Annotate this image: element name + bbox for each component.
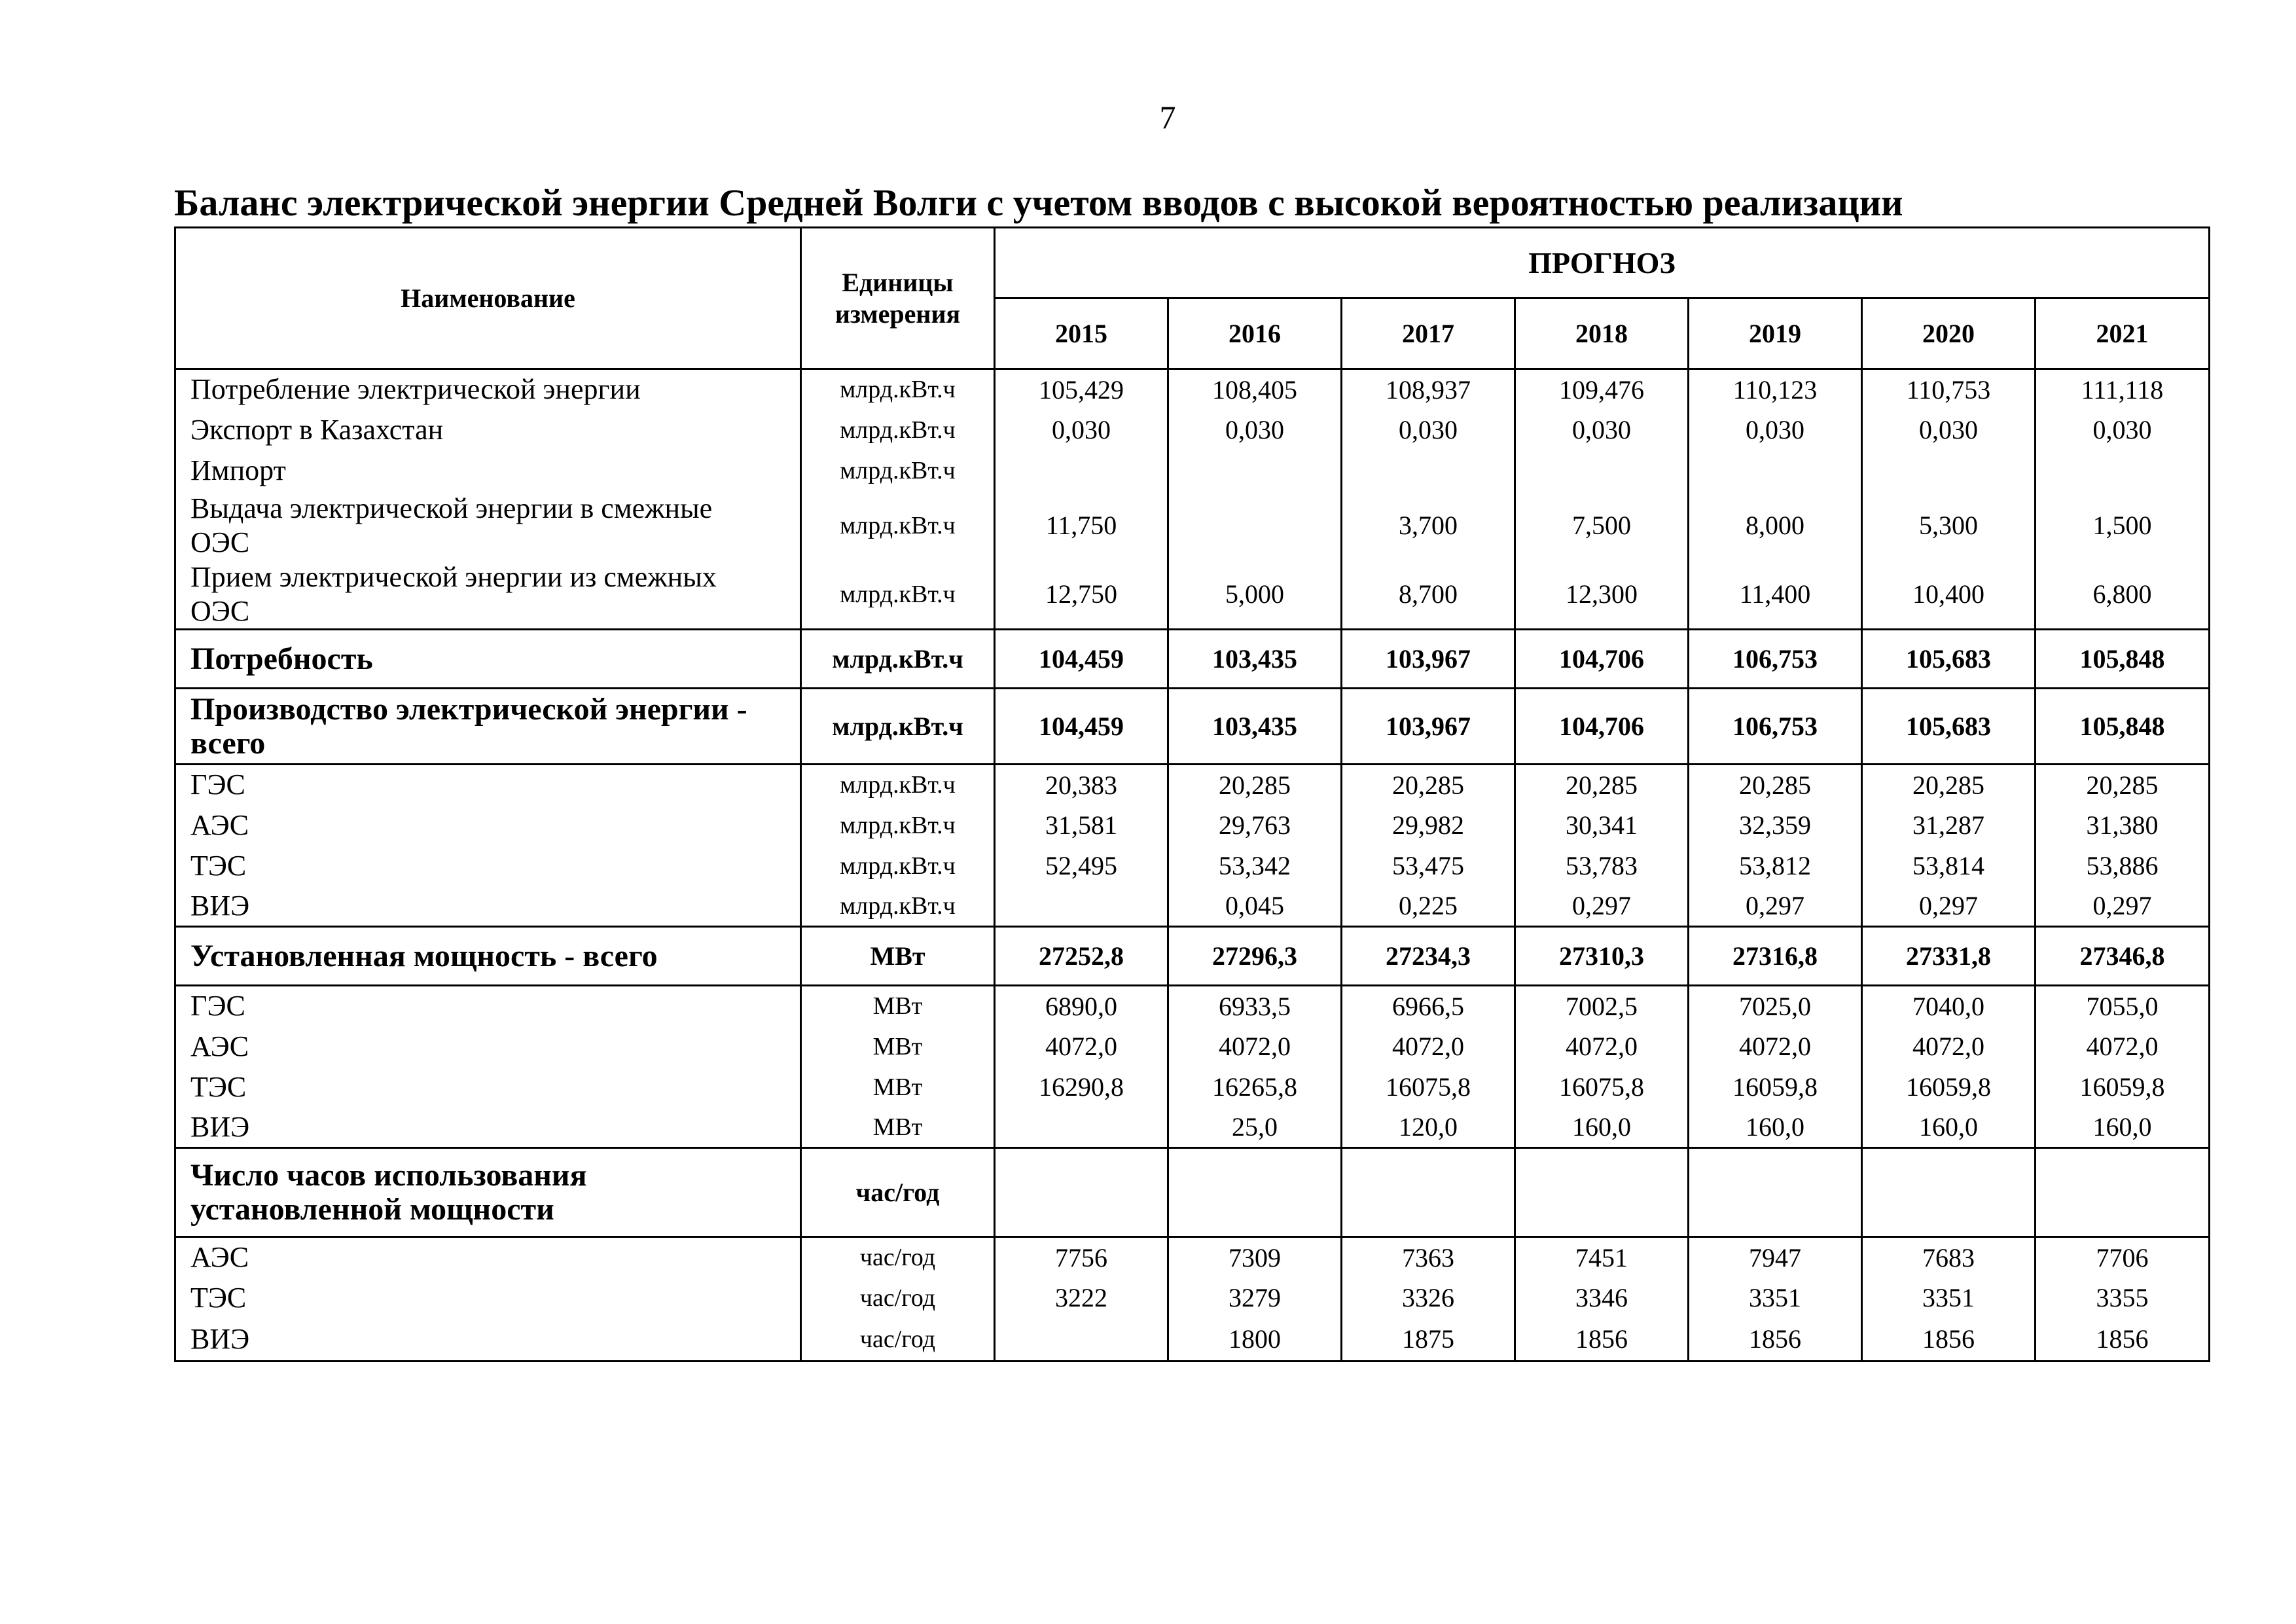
row-name: ВИЭ bbox=[190, 889, 250, 922]
value-cell: 30,341 bbox=[1515, 805, 1689, 846]
row-name: ТЭС bbox=[190, 1281, 247, 1314]
value-cell: 8,700 bbox=[1342, 560, 1515, 630]
value-cell bbox=[1342, 1148, 1515, 1237]
value-cell: 1,500 bbox=[2036, 491, 2210, 560]
value-cell: 3,700 bbox=[1342, 491, 1515, 560]
value-cell: 103,435 bbox=[1168, 689, 1342, 765]
value-cell: 11,750 bbox=[995, 491, 1168, 560]
row-unit: млрд.кВт.ч bbox=[801, 805, 995, 846]
value-cell: 105,848 bbox=[2036, 630, 2210, 689]
value-cell: 1800 bbox=[1168, 1318, 1342, 1362]
value-cell: 7947 bbox=[1689, 1237, 1862, 1278]
row-unit: млрд.кВт.ч bbox=[801, 560, 995, 630]
table-header-row bbox=[175, 228, 2210, 298]
value-cell: 110,123 bbox=[1689, 369, 1862, 410]
value-cell: 4072,0 bbox=[2036, 1026, 2210, 1067]
table-row bbox=[175, 369, 2210, 410]
row-name-line: Производство электрической энергии - bbox=[190, 691, 747, 727]
row-name: Потребность bbox=[190, 641, 373, 676]
value-cell: 104,459 bbox=[995, 630, 1168, 689]
header-unit-line2: измерения bbox=[834, 298, 961, 329]
value-cell bbox=[995, 1108, 1168, 1148]
value-cell: 12,300 bbox=[1515, 560, 1689, 630]
value-cell: 52,495 bbox=[995, 846, 1168, 886]
value-cell: 29,982 bbox=[1342, 805, 1515, 846]
table-row bbox=[175, 560, 2210, 630]
row-unit: час/год bbox=[801, 1148, 995, 1237]
value-cell: 1856 bbox=[1515, 1318, 1689, 1362]
row-name-cell bbox=[175, 986, 801, 1026]
value-cell: 7025,0 bbox=[1689, 986, 1862, 1026]
row-name: АЭС bbox=[190, 1241, 249, 1274]
value-cell: 111,118 bbox=[2036, 369, 2210, 410]
header-year: 2017 bbox=[1342, 298, 1515, 369]
value-cell: 0,030 bbox=[1168, 410, 1342, 450]
value-cell: 3351 bbox=[1689, 1278, 1862, 1318]
value-cell: 20,383 bbox=[995, 765, 1168, 805]
value-cell bbox=[2036, 450, 2210, 491]
header-year: 2020 bbox=[1862, 298, 2036, 369]
value-cell: 6933,5 bbox=[1168, 986, 1342, 1026]
row-name-cell bbox=[175, 491, 801, 560]
table-row bbox=[175, 1067, 2210, 1108]
value-cell: 16075,8 bbox=[1515, 1067, 1689, 1108]
value-cell: 16265,8 bbox=[1168, 1067, 1342, 1108]
value-cell: 105,683 bbox=[1862, 630, 2036, 689]
value-cell bbox=[1515, 450, 1689, 491]
value-cell: 16059,8 bbox=[1689, 1067, 1862, 1108]
header-unit bbox=[801, 228, 995, 369]
value-cell: 0,297 bbox=[1689, 886, 1862, 927]
value-cell: 104,459 bbox=[995, 689, 1168, 765]
value-cell: 6966,5 bbox=[1342, 986, 1515, 1026]
table-row bbox=[175, 1237, 2210, 1278]
value-cell: 3326 bbox=[1342, 1278, 1515, 1318]
row-name-cell bbox=[175, 1237, 801, 1278]
row-name-cell bbox=[175, 1278, 801, 1318]
value-cell: 5,000 bbox=[1168, 560, 1342, 630]
row-name-cell bbox=[175, 630, 801, 689]
value-cell: 0,297 bbox=[1862, 886, 2036, 927]
value-cell: 4072,0 bbox=[1862, 1026, 2036, 1067]
value-cell: 4072,0 bbox=[1168, 1026, 1342, 1067]
value-cell: 31,581 bbox=[995, 805, 1168, 846]
value-cell: 3279 bbox=[1168, 1278, 1342, 1318]
row-unit: млрд.кВт.ч bbox=[801, 886, 995, 927]
value-cell: 0,030 bbox=[1515, 410, 1689, 450]
value-cell: 31,287 bbox=[1862, 805, 2036, 846]
value-cell: 32,359 bbox=[1689, 805, 1862, 846]
header-year: 2019 bbox=[1689, 298, 1862, 369]
table-row bbox=[175, 689, 2210, 765]
value-cell: 160,0 bbox=[1515, 1108, 1689, 1148]
value-cell: 53,812 bbox=[1689, 846, 1862, 886]
value-cell: 11,400 bbox=[1689, 560, 1862, 630]
header-forecast: ПРОГНОЗ bbox=[995, 228, 2210, 298]
value-cell: 0,030 bbox=[1342, 410, 1515, 450]
value-cell bbox=[1515, 1148, 1689, 1237]
header-year: 2015 bbox=[995, 298, 1168, 369]
table-row bbox=[175, 450, 2210, 491]
header-year: 2021 bbox=[2036, 298, 2210, 369]
value-cell: 12,750 bbox=[995, 560, 1168, 630]
row-name: Экспорт в Казахстан bbox=[190, 413, 444, 446]
value-cell bbox=[1689, 1148, 1862, 1237]
row-unit: МВт bbox=[801, 1067, 995, 1108]
row-name-cell bbox=[175, 450, 801, 491]
row-unit: млрд.кВт.ч bbox=[801, 689, 995, 765]
value-cell: 160,0 bbox=[2036, 1108, 2210, 1148]
value-cell: 106,753 bbox=[1689, 689, 1862, 765]
row-name: АЭС bbox=[190, 1030, 249, 1062]
value-cell: 29,763 bbox=[1168, 805, 1342, 846]
value-cell: 103,967 bbox=[1342, 630, 1515, 689]
header-name: Наименование bbox=[175, 228, 801, 369]
row-name-cell bbox=[175, 1026, 801, 1067]
row-name-cell bbox=[175, 927, 801, 986]
value-cell: 6,800 bbox=[2036, 560, 2210, 630]
value-cell: 4072,0 bbox=[995, 1026, 1168, 1067]
value-cell: 4072,0 bbox=[1689, 1026, 1862, 1067]
value-cell: 4072,0 bbox=[1515, 1026, 1689, 1067]
row-unit: МВт bbox=[801, 1108, 995, 1148]
value-cell: 20,285 bbox=[2036, 765, 2210, 805]
value-cell: 31,380 bbox=[2036, 805, 2210, 846]
value-cell: 106,753 bbox=[1689, 630, 1862, 689]
value-cell: 1856 bbox=[1862, 1318, 2036, 1362]
value-cell: 27310,3 bbox=[1515, 927, 1689, 986]
value-cell: 7309 bbox=[1168, 1237, 1342, 1278]
value-cell: 7706 bbox=[2036, 1237, 2210, 1278]
value-cell bbox=[995, 450, 1168, 491]
value-cell: 27234,3 bbox=[1342, 927, 1515, 986]
value-cell: 53,475 bbox=[1342, 846, 1515, 886]
table-row bbox=[175, 1318, 2210, 1362]
header-year: 2018 bbox=[1515, 298, 1689, 369]
value-cell: 3222 bbox=[995, 1278, 1168, 1318]
row-name: ГЭС bbox=[190, 768, 245, 801]
value-cell: 160,0 bbox=[1862, 1108, 2036, 1148]
value-cell bbox=[1168, 491, 1342, 560]
row-name: Установленная мощность - всего bbox=[190, 938, 658, 973]
table-row bbox=[175, 1148, 2210, 1237]
row-name-line: Выдача электрической энергии в смежные bbox=[190, 492, 713, 524]
value-cell: 27252,8 bbox=[995, 927, 1168, 986]
value-cell: 108,405 bbox=[1168, 369, 1342, 410]
row-name-line: установленной мощности bbox=[190, 1191, 554, 1227]
row-unit: млрд.кВт.ч bbox=[801, 450, 995, 491]
table-row bbox=[175, 410, 2210, 450]
value-cell: 103,435 bbox=[1168, 630, 1342, 689]
value-cell: 7756 bbox=[995, 1237, 1168, 1278]
value-cell: 104,706 bbox=[1515, 689, 1689, 765]
value-cell: 27346,8 bbox=[2036, 927, 2210, 986]
row-unit: млрд.кВт.ч bbox=[801, 765, 995, 805]
value-cell: 1856 bbox=[1689, 1318, 1862, 1362]
value-cell bbox=[1168, 450, 1342, 491]
row-unit: МВт bbox=[801, 927, 995, 986]
value-cell: 0,030 bbox=[1689, 410, 1862, 450]
row-name-cell bbox=[175, 1108, 801, 1148]
row-unit: МВт bbox=[801, 986, 995, 1026]
value-cell: 20,285 bbox=[1515, 765, 1689, 805]
value-cell: 20,285 bbox=[1342, 765, 1515, 805]
row-name: ВИЭ bbox=[190, 1322, 250, 1355]
value-cell: 16059,8 bbox=[1862, 1067, 2036, 1108]
value-cell: 110,753 bbox=[1862, 369, 2036, 410]
row-unit: час/год bbox=[801, 1318, 995, 1362]
value-cell: 103,967 bbox=[1342, 689, 1515, 765]
value-cell: 7,500 bbox=[1515, 491, 1689, 560]
header-year: 2016 bbox=[1168, 298, 1342, 369]
value-cell: 25,0 bbox=[1168, 1108, 1342, 1148]
row-name-cell bbox=[175, 689, 801, 765]
value-cell bbox=[1342, 450, 1515, 491]
table-row bbox=[175, 1278, 2210, 1318]
value-cell: 109,476 bbox=[1515, 369, 1689, 410]
value-cell: 53,814 bbox=[1862, 846, 2036, 886]
value-cell: 7055,0 bbox=[2036, 986, 2210, 1026]
value-cell: 0,297 bbox=[1515, 886, 1689, 927]
row-name-cell bbox=[175, 886, 801, 927]
row-unit: млрд.кВт.ч bbox=[801, 846, 995, 886]
value-cell: 4072,0 bbox=[1342, 1026, 1515, 1067]
value-cell: 20,285 bbox=[1689, 765, 1862, 805]
value-cell: 27331,8 bbox=[1862, 927, 2036, 986]
value-cell: 6890,0 bbox=[995, 986, 1168, 1026]
value-cell: 0,297 bbox=[2036, 886, 2210, 927]
row-unit: млрд.кВт.ч bbox=[801, 410, 995, 450]
row-unit: млрд.кВт.ч bbox=[801, 491, 995, 560]
row-name: ВИЭ bbox=[190, 1110, 250, 1143]
value-cell: 1875 bbox=[1342, 1318, 1515, 1362]
value-cell: 0,030 bbox=[2036, 410, 2210, 450]
table-row bbox=[175, 1108, 2210, 1148]
table-row bbox=[175, 805, 2210, 846]
row-name: Потребление электрической энергии bbox=[190, 373, 641, 406]
table-row bbox=[175, 886, 2210, 927]
row-name: ГЭС bbox=[190, 990, 245, 1022]
value-cell: 16059,8 bbox=[2036, 1067, 2210, 1108]
value-cell: 1856 bbox=[2036, 1318, 2210, 1362]
value-cell: 20,285 bbox=[1862, 765, 2036, 805]
row-name-cell bbox=[175, 805, 801, 846]
value-cell: 7002,5 bbox=[1515, 986, 1689, 1026]
value-cell: 3351 bbox=[1862, 1278, 2036, 1318]
value-cell: 27316,8 bbox=[1689, 927, 1862, 986]
value-cell: 5,300 bbox=[1862, 491, 2036, 560]
row-name: ТЭС bbox=[190, 1070, 247, 1103]
value-cell: 104,706 bbox=[1515, 630, 1689, 689]
table-row bbox=[175, 630, 2210, 689]
value-cell: 53,886 bbox=[2036, 846, 2210, 886]
value-cell: 3355 bbox=[2036, 1278, 2210, 1318]
value-cell bbox=[995, 1148, 1168, 1237]
value-cell: 0,225 bbox=[1342, 886, 1515, 927]
value-cell bbox=[1168, 1148, 1342, 1237]
header-unit-line1: Единицы bbox=[842, 267, 954, 297]
table-row bbox=[175, 491, 2210, 560]
value-cell: 3346 bbox=[1515, 1278, 1689, 1318]
value-cell: 7451 bbox=[1515, 1237, 1689, 1278]
row-unit: час/год bbox=[801, 1237, 995, 1278]
row-name: Импорт bbox=[190, 454, 286, 486]
value-cell: 160,0 bbox=[1689, 1108, 1862, 1148]
value-cell: 0,045 bbox=[1168, 886, 1342, 927]
row-name-line: ОЭС bbox=[190, 594, 250, 627]
row-name-cell bbox=[175, 560, 801, 630]
value-cell: 7683 bbox=[1862, 1237, 2036, 1278]
row-unit: час/год bbox=[801, 1278, 995, 1318]
value-cell bbox=[1689, 450, 1862, 491]
row-name-cell bbox=[175, 846, 801, 886]
value-cell: 10,400 bbox=[1862, 560, 2036, 630]
value-cell: 16290,8 bbox=[995, 1067, 1168, 1108]
table-row bbox=[175, 1026, 2210, 1067]
value-cell: 8,000 bbox=[1689, 491, 1862, 560]
page-number: 7 bbox=[1159, 99, 1176, 135]
value-cell: 105,683 bbox=[1862, 689, 2036, 765]
table-row bbox=[175, 927, 2210, 986]
value-cell: 105,429 bbox=[995, 369, 1168, 410]
row-name-cell bbox=[175, 1067, 801, 1108]
value-cell bbox=[1862, 450, 2036, 491]
value-cell bbox=[995, 1318, 1168, 1362]
table-row bbox=[175, 986, 2210, 1026]
row-name-cell bbox=[175, 410, 801, 450]
row-name-cell bbox=[175, 369, 801, 410]
value-cell bbox=[2036, 1148, 2210, 1237]
value-cell: 7040,0 bbox=[1862, 986, 2036, 1026]
row-name-cell bbox=[175, 1318, 801, 1362]
row-unit: МВт bbox=[801, 1026, 995, 1067]
value-cell: 53,783 bbox=[1515, 846, 1689, 886]
energy-balance-table bbox=[174, 226, 2210, 1362]
value-cell: 0,030 bbox=[1862, 410, 2036, 450]
value-cell bbox=[995, 886, 1168, 927]
row-name-line: ОЭС bbox=[190, 526, 250, 558]
row-unit: млрд.кВт.ч bbox=[801, 369, 995, 410]
value-cell: 0,030 bbox=[995, 410, 1168, 450]
value-cell: 16075,8 bbox=[1342, 1067, 1515, 1108]
value-cell: 108,937 bbox=[1342, 369, 1515, 410]
value-cell: 120,0 bbox=[1342, 1108, 1515, 1148]
value-cell: 20,285 bbox=[1168, 765, 1342, 805]
value-cell: 27296,3 bbox=[1168, 927, 1342, 986]
row-name-line: Прием электрической энергии из смежных bbox=[190, 560, 717, 593]
value-cell: 53,342 bbox=[1168, 846, 1342, 886]
row-name: ТЭС bbox=[190, 849, 247, 882]
row-name-line: всего bbox=[190, 725, 266, 761]
value-cell: 7363 bbox=[1342, 1237, 1515, 1278]
table-row bbox=[175, 846, 2210, 886]
row-name-cell bbox=[175, 1148, 801, 1237]
table-row bbox=[175, 765, 2210, 805]
row-name-line: Число часов использования bbox=[190, 1157, 587, 1193]
row-unit: млрд.кВт.ч bbox=[801, 630, 995, 689]
row-name-cell bbox=[175, 765, 801, 805]
value-cell: 105,848 bbox=[2036, 689, 2210, 765]
row-name: АЭС bbox=[190, 808, 249, 841]
document-title: Баланс электрической энергии Средней Волги с учетом вводов с высокой вероятностью реализации bbox=[174, 181, 1903, 224]
value-cell bbox=[1862, 1148, 2036, 1237]
